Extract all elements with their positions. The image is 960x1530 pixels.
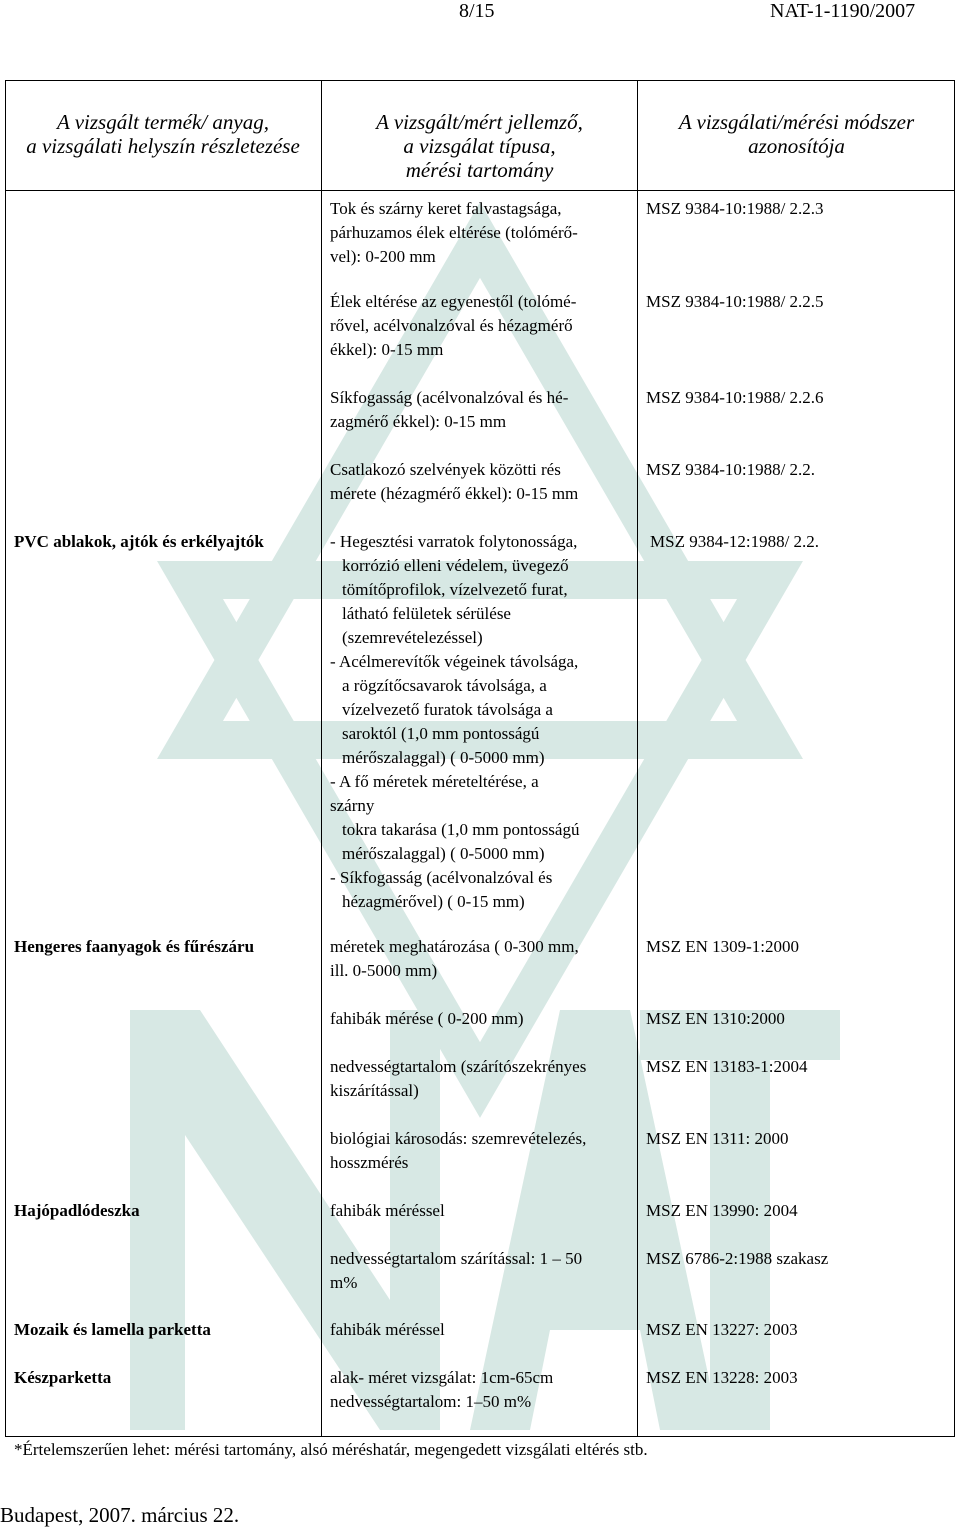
- column-divider: [321, 80, 322, 1437]
- header-divider: [5, 190, 955, 191]
- method-code: MSZ EN 1309-1:2000: [646, 937, 799, 956]
- method-code: MSZ EN 1311: 2000: [646, 1129, 789, 1148]
- property-text: Élek eltérése az egyenestől (tolómé- rővel, acélvonalzóval és hézagmérő ékkel): 0-15 mm: [330, 292, 577, 359]
- column-header-product: A vizsgált termék/ anyag, a vizsgálati helyszín részletezése: [26, 110, 300, 158]
- column-header-property: A vizsgált/mért jellemző, a vizsgálat típusa, mérési tartomány: [376, 110, 583, 182]
- product-name: PVC ablakok, ajtók és erkélyajtók: [14, 532, 264, 551]
- property-text: nedvességtartalom (szárítószekrényes kiszárítással): [330, 1057, 587, 1100]
- method-code: MSZ EN 13183-1:2004: [646, 1057, 808, 1076]
- page-number: 8/15: [459, 0, 495, 22]
- method-code: MSZ EN 13227: 2003: [646, 1320, 798, 1339]
- column-divider: [637, 80, 638, 1437]
- method-code: MSZ EN 1310:2000: [646, 1009, 785, 1028]
- product-name: Hajópadlódeszka: [14, 1201, 140, 1220]
- property-text: - Hegesztési varratok folytonossága, korrózió elleni védelem, üvegező tömítőprofilok, vízelvezető furat, látható felületek sérülése (szemrevételezéssel) - Acélmerevítők végeinek távolsága, a rögzítőcsavarok távolsága, a vízelvezető furatok távolsága a saroktól (1,0 mm pontosságú mérőszalaggal) ( 0-5000 mm) - A fő méretek méreteltérése, a szárny tokra takarása (1,0 mm pontosságú mérőszalaggal) ( 0-5000 mm) - Síkfogasság (acélvonalzóval és hézagmérővel) ( 0-15 mm): [330, 532, 580, 911]
- method-code: MSZ 9384-10:1988/ 2.2.5: [646, 292, 824, 311]
- product-name: Készparketta: [14, 1368, 112, 1387]
- document-id: NAT-1-1190/2007: [770, 0, 916, 22]
- method-code: MSZ 9384-12:1988/ 2.2.: [650, 532, 820, 551]
- method-code: MSZ 6786-2:1988 szakasz: [646, 1249, 829, 1268]
- method-code: MSZ EN 13228: 2003: [646, 1368, 798, 1387]
- property-text: biológiai károsodás: szemrevételezés, hosszmérés: [330, 1129, 587, 1172]
- method-code: MSZ EN 13990: 2004: [646, 1201, 798, 1220]
- method-code: MSZ 9384-10:1988/ 2.2.6: [646, 388, 824, 407]
- property-text: Tok és szárny keret falvastagsága, párhuzamos élek eltérése (tolómérő- vel): 0-200 mm: [330, 199, 578, 266]
- column-header-method: A vizsgálati/mérési módszer azonosítója: [678, 110, 915, 158]
- property-text: fahibák méréssel: [330, 1201, 445, 1220]
- property-text: méretek meghatározása ( 0-300 mm, ill. 0-5000 mm): [330, 937, 579, 980]
- property-text: alak- méret vizsgálat: 1cm-65cm nedvességtartalom: 1–50 m%: [330, 1368, 554, 1411]
- place-and-date: Budapest, 2007. március 22.: [0, 1503, 240, 1527]
- method-code: MSZ 9384-10:1988/ 2.2.3: [646, 199, 824, 218]
- property-text: fahibák méréssel: [330, 1320, 445, 1339]
- footnote: *Értelemszerűen lehet: mérési tartomány, alsó méréshatár, megengedett vizsgálati eltérés stb.: [14, 1440, 648, 1459]
- property-text: Síkfogasság (acélvonalzóval és hé- zagmérő ékkel): 0-15 mm: [330, 388, 569, 431]
- property-text: fahibák mérése ( 0-200 mm): [330, 1009, 524, 1028]
- method-code: MSZ 9384-10:1988/ 2.2.: [646, 460, 816, 479]
- property-text: Csatlakozó szelvények közötti rés mérete (hézagmérő ékkel): 0-15 mm: [330, 460, 579, 503]
- product-name: Mozaik és lamella parketta: [14, 1320, 211, 1339]
- property-text: nedvességtartalom szárítással: 1 – 50 m%: [330, 1249, 583, 1292]
- product-name: Hengeres faanyagok és fűrészáru: [14, 937, 255, 956]
